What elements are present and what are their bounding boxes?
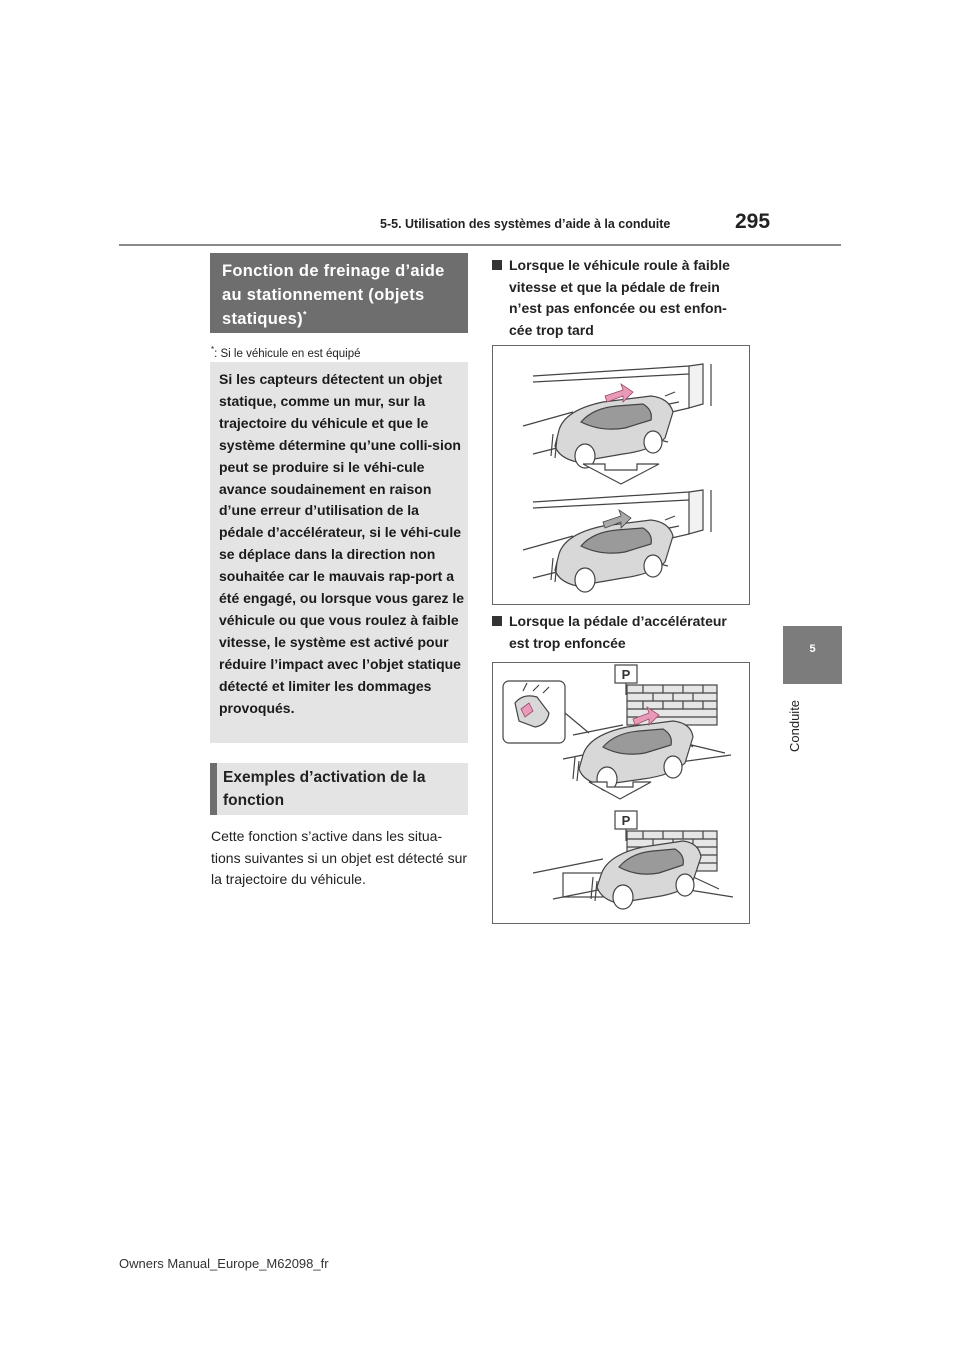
chapter-label-wrapper xyxy=(781,690,809,760)
header-divider xyxy=(119,244,841,246)
bullet-text: Lorsque le véhicule roule à faible vitesse et que la pédale de frein n’est pas enfoncée ou est enfon-cée trop tard xyxy=(509,257,730,338)
footnote-text: : Si le véhicule en est équipé xyxy=(214,347,361,360)
document-footer: Owners Manual_Europe_M62098_fr xyxy=(119,1256,329,1271)
bullet-item-low-speed xyxy=(492,255,752,345)
body-paragraph: Cette fonction s’active dans les situa-tions suivantes si un objet est détecté sur la trajectoire du véhicule. xyxy=(211,828,468,887)
car-wall-illustration xyxy=(493,346,749,604)
bullet-item-accelerator xyxy=(492,611,752,656)
parking-sign-icon: P xyxy=(621,667,631,682)
car-parking-illustration xyxy=(493,663,749,923)
parking-sign-icon: P xyxy=(621,813,631,828)
heading-1-footnote-mark: * xyxy=(302,309,307,320)
chapter-label: Conduite xyxy=(787,699,802,752)
heading-1 xyxy=(222,259,462,331)
footnote xyxy=(211,345,361,360)
chapter-number: 5 xyxy=(809,643,816,655)
section-title: 5-5. Utilisation des systèmes d’aide à la conduite xyxy=(380,217,671,231)
heading-1-text: Fonction de freinage d’aide au stationnement (objets statiques) xyxy=(222,262,445,328)
heading-2: Exemples d’activation de la fonction xyxy=(223,769,426,809)
illustration-accelerator-parking xyxy=(492,662,750,924)
heading-2-accent-bar xyxy=(210,763,217,815)
page-number: 295 xyxy=(735,210,771,233)
illustration-wall-approach xyxy=(492,345,750,605)
chapter-tab[interactable] xyxy=(783,626,842,684)
footnote-mark: * xyxy=(211,345,215,354)
bullet-text: Lorsque la pédale d’accélérateur est trop enfoncée xyxy=(509,613,727,651)
intro-text: Si les capteurs détectent un objet statique, comme un mur, sur la trajectoire du véhicule et que le système détermine qu’une colli-sion peut se produire si le véhi-cule avance soudainement en raison d’une erreur d’utilisation de la pédale d’accélérateur, si le véhi-cule se déplace dans la direction non souhaitée car le mauvais rap-port a été engagé, ou lorsque vous garez le véhicule ou que vous roulez à faible vitesse, le système est activé pour réduire l’impact avec l’objet statique détecté et limiter les dommages provoqués. xyxy=(219,371,465,716)
bullet-square-icon xyxy=(492,616,502,626)
bullet-square-icon xyxy=(492,260,502,270)
